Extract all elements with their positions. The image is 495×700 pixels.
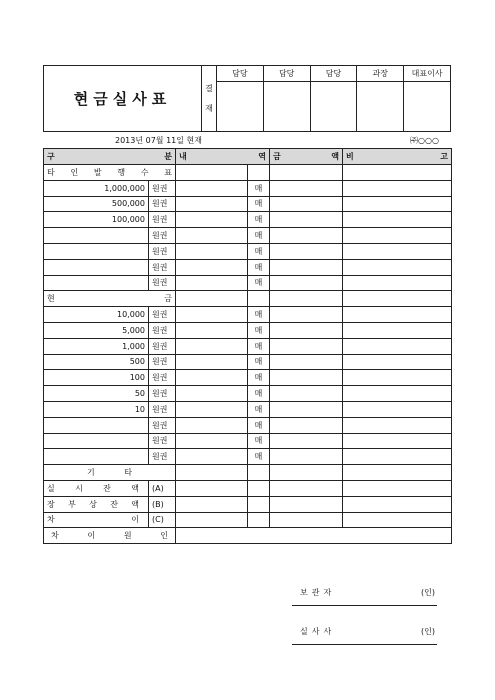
approval-sign-box[interactable] [357,82,403,131]
denomination-amount [44,228,149,244]
remarks-cell[interactable] [343,433,452,449]
denomination-unit: 원권 [149,370,176,386]
count-unit: 매 [248,196,270,212]
signature-custodian[interactable]: 보관자 (인) [292,583,437,606]
cash-count-table [43,148,452,544]
count-cell[interactable] [176,307,248,323]
amount-cell[interactable] [270,275,343,291]
diff-reason-row: 차 이 원 인 [44,528,452,544]
count-cell[interactable] [176,417,248,433]
amount-cell[interactable] [270,228,343,244]
section-hyeon: 현 금 [44,291,452,307]
amount-cell[interactable] [270,401,343,417]
signature-area [292,583,437,661]
amount-cell[interactable] [270,433,343,449]
denomination-unit: 원권 [149,180,176,196]
amount-cell[interactable] [270,354,343,370]
summary-row: 장 부 상 잔 액 (B) [44,496,452,512]
denomination-unit: 원권 [149,417,176,433]
count-unit: 매 [248,259,270,275]
denomination-amount [44,275,149,291]
approval-sign-box[interactable] [404,82,450,131]
company-name: ㈜○○○ [410,136,439,145]
table-row [44,259,452,275]
denomination-unit: 원권 [149,322,176,338]
table-row [44,338,452,354]
amount-cell[interactable] [270,449,343,465]
count-cell[interactable] [176,401,248,417]
count-cell[interactable] [176,322,248,338]
amount-cell[interactable] [270,212,343,228]
remarks-cell[interactable] [343,354,452,370]
count-cell[interactable] [176,259,248,275]
count-cell[interactable] [176,196,248,212]
amount-cell[interactable] [270,307,343,323]
denomination-amount: 50 [44,386,149,402]
count-cell[interactable] [176,228,248,244]
count-unit: 매 [248,417,270,433]
approval-sign-box[interactable] [217,82,263,131]
amount-cell[interactable] [270,338,343,354]
table-row [44,307,452,323]
header-gubun: 구 분 [44,149,176,165]
table-row [44,212,452,228]
denomination-amount [44,417,149,433]
amount-cell[interactable] [270,322,343,338]
count-unit: 매 [248,401,270,417]
denomination-amount: 1,000 [44,338,149,354]
table-row [44,401,452,417]
remarks-cell[interactable] [343,212,452,228]
amount-cell[interactable] [270,259,343,275]
approval-sign-box[interactable] [264,82,310,131]
count-cell[interactable] [176,275,248,291]
count-cell[interactable] [176,370,248,386]
section-gita: 기 타 [44,465,452,481]
table-row [44,417,452,433]
count-cell[interactable] [176,338,248,354]
table-header [44,149,452,165]
approval-grid [217,66,450,131]
remarks-cell[interactable] [343,322,452,338]
header-naeyeok: 내 역 [176,149,270,165]
count-unit: 매 [248,354,270,370]
count-unit: 매 [248,275,270,291]
count-unit: 매 [248,370,270,386]
denomination-unit: 원권 [149,401,176,417]
denomination-unit: 원권 [149,212,176,228]
approval-column: 담당 [311,66,358,131]
denomination-amount [44,259,149,275]
denomination-unit: 원권 [149,338,176,354]
summary-row: 실 시 잔 액 (A) [44,480,452,496]
table-row [44,228,452,244]
diff-reason-input[interactable] [176,528,452,544]
summary-row: 차 이 (C) [44,512,452,528]
table-row [44,243,452,259]
remarks-cell[interactable] [343,307,452,323]
remarks-cell[interactable] [343,259,452,275]
approval-column: 담당 [264,66,311,131]
remarks-cell[interactable] [343,401,452,417]
remarks-cell[interactable] [343,228,452,244]
amount-cell[interactable] [270,417,343,433]
table-row [44,322,452,338]
as-of-date: 2013년 07월 11일 현재 [115,136,202,145]
table-row [44,386,452,402]
table-row [44,449,452,465]
denomination-unit: 원권 [149,243,176,259]
denomination-amount: 10 [44,401,149,417]
denomination-amount: 10,000 [44,307,149,323]
count-cell[interactable] [176,433,248,449]
count-cell[interactable] [176,449,248,465]
denomination-unit: 원권 [149,433,176,449]
count-unit: 매 [248,338,270,354]
header-geumaek: 금 액 [270,149,343,165]
remarks-cell[interactable] [343,243,452,259]
count-unit: 매 [248,180,270,196]
table-row [44,433,452,449]
count-unit: 매 [248,307,270,323]
count-unit: 매 [248,449,270,465]
count-unit: 매 [248,228,270,244]
count-unit: 매 [248,322,270,338]
date-line [43,135,451,147]
table-row [44,275,452,291]
count-cell[interactable] [176,354,248,370]
count-cell[interactable] [176,180,248,196]
count-unit: 매 [248,243,270,259]
count-unit: 매 [248,386,270,402]
denomination-amount: 1,000,000 [44,180,149,196]
denomination-unit: 원권 [149,228,176,244]
denomination-unit: 원권 [149,449,176,465]
amount-cell[interactable] [270,180,343,196]
remarks-cell[interactable] [343,386,452,402]
section-tain: 타 인 발 행 수 표 [44,165,452,181]
denomination-amount: 100 [44,370,149,386]
remarks-cell[interactable] [343,449,452,465]
denomination-unit: 원권 [149,259,176,275]
remarks-cell[interactable] [343,275,452,291]
table-row [44,354,452,370]
document-title: 현금실사표 [44,66,202,131]
denomination-amount: 500,000 [44,196,149,212]
remarks-cell[interactable] [343,338,452,354]
signature-inspector[interactable]: 실사사 (인) [292,622,437,645]
remarks-cell[interactable] [343,196,452,212]
amount-cell[interactable] [270,370,343,386]
approval-sign-box[interactable] [311,82,357,131]
amount-cell[interactable] [270,386,343,402]
denomination-amount [44,433,149,449]
remarks-cell[interactable] [343,417,452,433]
remarks-cell[interactable] [343,370,452,386]
table-row [44,196,452,212]
amount-cell[interactable] [270,243,343,259]
table-row [44,180,452,196]
header-bigo: 비 고 [343,149,452,165]
denomination-amount: 500 [44,354,149,370]
denomination-amount: 5,000 [44,322,149,338]
denomination-amount [44,243,149,259]
count-unit: 매 [248,212,270,228]
denomination-unit: 원권 [149,386,176,402]
remarks-cell[interactable] [343,180,452,196]
denomination-unit: 원권 [149,307,176,323]
count-cell[interactable] [176,386,248,402]
header-box [43,65,451,132]
count-cell[interactable] [176,243,248,259]
denomination-amount: 100,000 [44,212,149,228]
denomination-unit: 원권 [149,275,176,291]
denomination-unit: 원권 [149,196,176,212]
amount-cell[interactable] [270,196,343,212]
denomination-unit: 원권 [149,354,176,370]
table-row [44,370,452,386]
count-unit: 매 [248,433,270,449]
approval-label: 결 재 [202,66,217,131]
approval-column: 대표이사 [404,66,450,131]
approval-column: 담당 [217,66,264,131]
approval-column: 과장 [357,66,404,131]
count-cell[interactable] [176,212,248,228]
denomination-amount [44,449,149,465]
